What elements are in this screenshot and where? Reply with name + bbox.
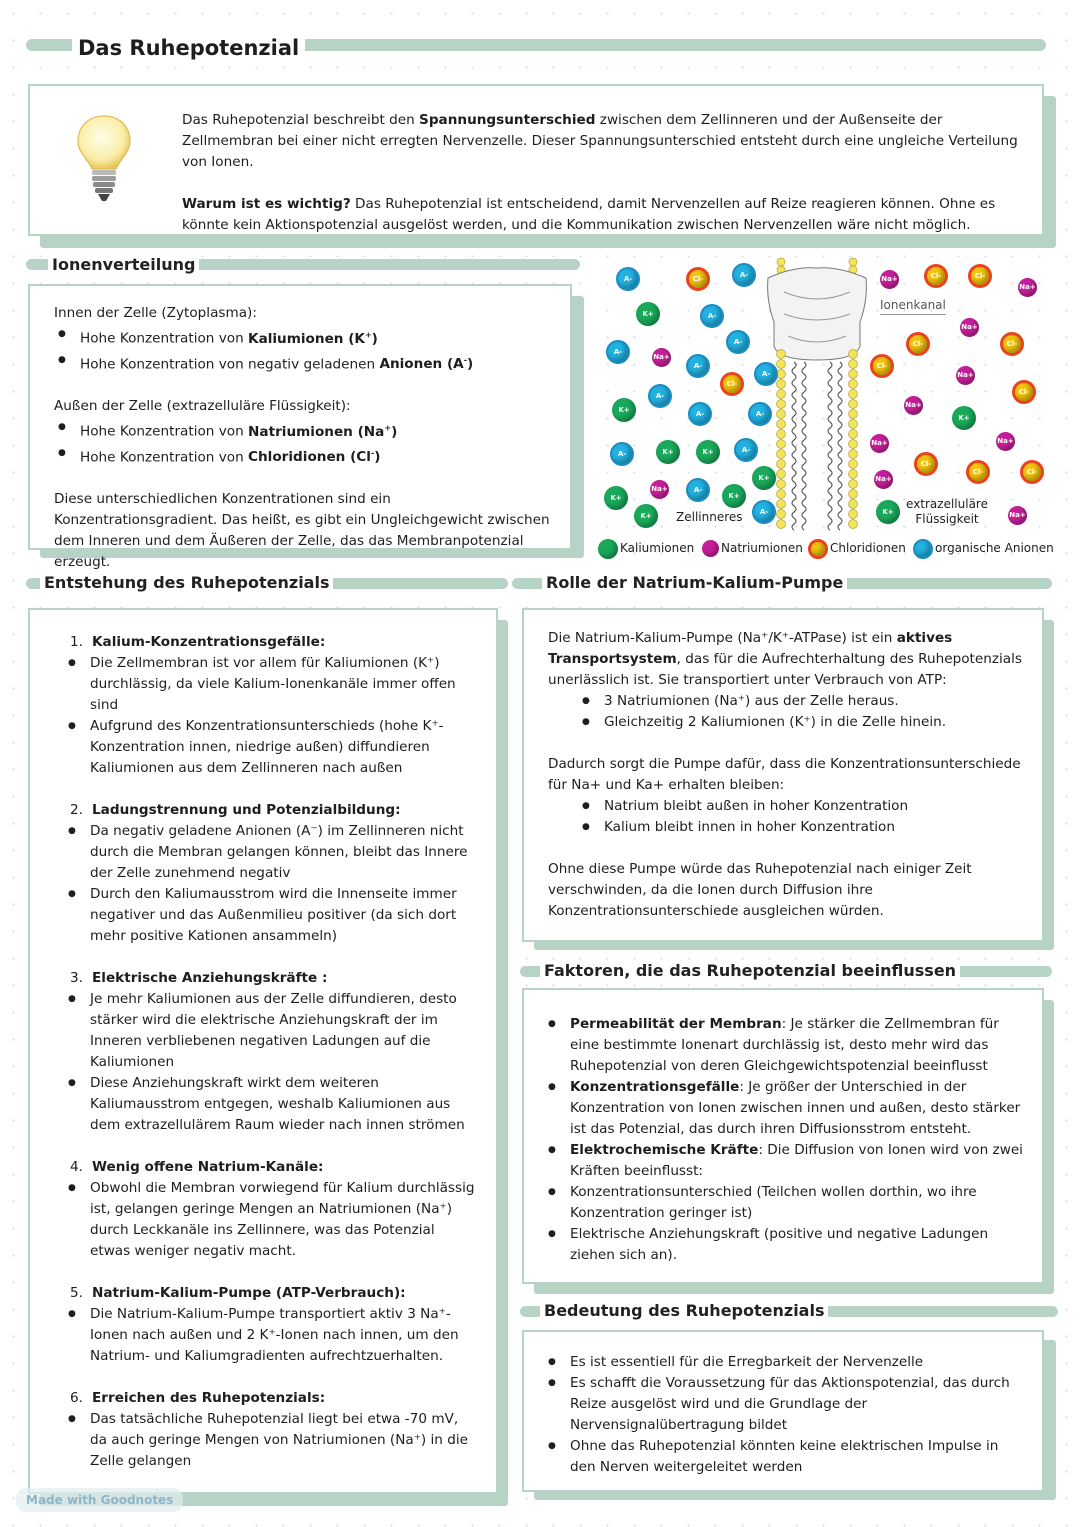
legend-natrium: Natriumionen: [702, 538, 803, 558]
list-item: ● Aufgrund des Konzentrationsunterschieds (hohe K⁺-Konzentration innen, niedrige außen) diffundieren Kaliumionen aus dem Zellinneren nach außen: [64, 716, 476, 779]
ion-anion: A-: [700, 304, 724, 328]
step-title: 1. Kalium-Konzentrationsgefälle:: [70, 634, 326, 650]
list-item: ● Ohne das Ruhepotenzial könnten keine elektrischen Impulse in den Nerven weitergeleitet werden: [544, 1436, 1026, 1478]
list-item: ● Elektrische Anziehungskraft (positive und negative Ladungen ziehen sich an).: [544, 1224, 1024, 1266]
ion-anion: A-: [732, 263, 756, 287]
ion-potassium: K+: [952, 406, 976, 430]
ion-sodium: Na+: [1008, 506, 1027, 525]
step-title: 3. Elektrische Anziehungskräfte :: [70, 970, 328, 986]
list-item: ● Elektrochemische Kräfte: Die Diffusion von Ionen wird von zwei Kräften beeinflusst:: [544, 1140, 1024, 1182]
ion-sodium: Na+: [870, 434, 889, 453]
list-item: ● Obwohl die Membran vorwiegend für Kalium durchlässig ist, gelangen geringe Mengen an Natriumionen (Na⁺) durch Leckkanäle ins Zellinnere, was das Potenzial etwas weniger negativ macht.: [64, 1178, 476, 1262]
entstehung-box: [28, 608, 498, 1494]
ion-chloride: Cl-: [914, 452, 938, 476]
lightbulb-icon: [74, 112, 134, 215]
list-item: ● Je mehr Kaliumionen aus der Zelle diffundieren, desto stärker wird die elektrische Anziehungskraft der im Inneren verbliebenen negativen Ladungen auf die Kaliumionen: [64, 989, 476, 1073]
list-item: ● Das tatsächliche Ruhepotenzial liegt bei etwa -70 mV, da auch geringe Mengen von Natriumionen (Na⁺) in die Zelle gelangen: [64, 1409, 476, 1472]
bedeutung-box: [522, 1330, 1044, 1492]
faktoren-text: [544, 1014, 1024, 1266]
ion-potassium: K+: [696, 440, 720, 464]
ion-potassium: K+: [636, 302, 660, 326]
list-item: ● Durch den Kaliumausstrom wird die Innenseite immer negativer und das Außenmilieu positiver (da sich dort mehr positive Kationen ansammeln): [64, 884, 476, 947]
list-item: ● Die Natrium-Kalium-Pumpe transportiert aktiv 3 Na⁺-Ionen nach außen und 2 K⁺-Ionen nach innen, um den Natrium- und Kaliumgradienten aufrechtzuerhalten.: [64, 1304, 476, 1367]
pumpe-heading: Rolle der Natrium-Kalium-Pumpe: [542, 572, 847, 594]
legend-kalium: Kaliumionen: [598, 538, 694, 559]
page-title: Das Ruhepotenzial: [72, 34, 305, 62]
ion-potassium: K+: [604, 486, 628, 510]
list-item: ● Die Zellmembran ist vor allem für Kaliumionen (K⁺) durchlässig, da viele Kalium-Ionenkanäle immer offen sind: [64, 653, 476, 716]
intro-box: [28, 84, 1044, 236]
ion-potassium: K+: [722, 484, 746, 508]
ion-anion: A-: [752, 500, 776, 524]
list-item: ● Konzentrationsunterschied (Teilchen wollen dorthin, wo ihre Konzentration geringer ist): [544, 1182, 1024, 1224]
step-title: 6. Erreichen des Ruhepotenzials:: [70, 1390, 326, 1406]
step-title: 5. Natrium-Kalium-Pumpe (ATP-Verbrauch):: [70, 1285, 406, 1301]
ion-potassium: K+: [752, 466, 776, 490]
faktoren-heading: Faktoren, die das Ruhepotenzial beeinflussen: [540, 960, 960, 982]
ionen-box: [28, 284, 572, 571]
list-item: ● 3 Natriumionen (Na⁺) aus der Zelle heraus.: [578, 691, 1022, 712]
list-item: ● Es ist essentiell für die Erregbarkeit der Nervenzelle: [544, 1352, 1026, 1373]
intro-text: Das Ruhepotenzial beschreibt den Spannungsunterschied zwischen dem Zellinneren und der Außenseite der Zellmembran bei einer nicht erregten Nervenzelle. Dieser Spannungsunterschied entsteht durch eine ungleiche Verteilung von Ionen. Warum ist es wichtig? Das Ruhepotenzial ist entscheidend, damit Nervenzellen auf Reize reagieren können. Ohne es könnte kein Aktionspotenzial ausgelöst werden, und die Kommunikation zwischen Nervenzellen wäre nicht möglich.: [182, 112, 1018, 233]
anion-swatch-icon: [913, 539, 933, 559]
list-item: ● Natrium bleibt außen in hoher Konzentration: [578, 796, 1022, 817]
potassium-swatch-icon: [598, 539, 618, 559]
ionenkanal-label: Ionenkanal: [880, 296, 946, 315]
ion-chloride: Cl-: [968, 264, 992, 288]
list-item: ● Hohe Konzentration von Natriumionen (Na+): [54, 417, 554, 443]
ion-anion: A-: [726, 330, 750, 354]
bedeutung-heading: Bedeutung des Ruhepotenzials: [540, 1300, 828, 1322]
ion-potassium: K+: [656, 440, 680, 464]
ion-sodium: Na+: [880, 270, 899, 289]
list-item: ● Hohe Konzentration von Chloridionen (Cl-): [54, 443, 554, 469]
faktoren-box: [522, 988, 1044, 1284]
ion-chloride: Cl-: [906, 332, 930, 356]
list-item: ● Konzentrationsgefälle: Je größer der Unterschied in der Konzentration von Ionen zwischen innen und außen, desto stärker ist das Potenzial, das durch ihren Diffusionsstrom entsteht.: [544, 1077, 1024, 1140]
step-title: 2. Ladungstrennung und Potenzialbildung:: [70, 802, 401, 818]
legend-chlorid: Chloridionen: [808, 538, 906, 559]
ion-potassium: K+: [634, 504, 658, 528]
ion-chloride: Cl-: [720, 372, 744, 396]
ionen-heading: Ionenverteilung: [48, 254, 199, 276]
list-item: ● Hohe Konzentration von Kaliumionen (K+): [54, 324, 554, 350]
entstehung-text: [64, 632, 476, 1472]
ion-chloride: Cl-: [870, 354, 894, 378]
ion-anion: A-: [610, 442, 634, 466]
ion-anion: A-: [686, 354, 710, 378]
ionen-text: Innen der Zelle (Zytoplasma): ● Hohe Konzentration von Kaliumionen (K+) ● Hohe Konzentration von negativ geladenen Anionen (A-) Außen der Zelle (extrazelluläre Flüssigkeit): ● Hohe Konzentration von Natriumionen (Na+) ● Hohe Konzentration von Chloridionen (Cl-) Diese unterschiedlichen Konzentrationen sind ein Konzentrationsgradient. Das heißt, es gibt ein Ungleichgewicht zwischen dem Inneren und dem Äußeren der Zelle, das das Membranpotenzial erzeugt.: [54, 303, 554, 573]
ion-anion: A-: [616, 267, 640, 291]
list-item: ● Gleichzeitig 2 Kaliumionen (K⁺) in die Zelle hinein.: [578, 712, 1022, 733]
ion-potassium: K+: [612, 398, 636, 422]
entstehung-heading: Entstehung des Ruhepotenzials: [40, 572, 333, 594]
ion-anion: A-: [686, 478, 710, 502]
list-item: ● Permeabilität der Membran: Je stärker die Zellmembran für eine bestimmte Ionenart durchlässig ist, desto mehr wird das Ruhepotenzial von deren Gleichgewichtspotenzial beeinflusst: [544, 1014, 1024, 1077]
ion-chloride: Cl-: [1020, 460, 1044, 484]
ion-sodium: Na+: [904, 396, 923, 415]
ion-anion: A-: [648, 384, 672, 408]
ion-anion: A-: [734, 438, 758, 462]
ion-sodium: Na+: [650, 480, 669, 499]
list-item: ● Diese Anziehungskraft wirkt dem weiteren Kaliumausstrom entgegen, weshalb Kaliumionen aus dem extrazellulärem Raum wieder nach innen strömen: [64, 1073, 476, 1136]
ion-chloride: Cl-: [1000, 332, 1024, 356]
sodium-swatch-icon: [702, 540, 719, 557]
ion-chloride: Cl-: [966, 460, 990, 484]
bedeutung-text: [544, 1352, 1026, 1478]
ion-anion: A-: [606, 340, 630, 364]
ion-potassium: K+: [876, 500, 900, 524]
ion-sodium: Na+: [874, 470, 893, 489]
step-title: 4. Wenig offene Natrium-Kanäle:: [70, 1159, 324, 1175]
ion-sodium: Na+: [996, 432, 1015, 451]
pumpe-text: Die Natrium-Kalium-Pumpe (Na⁺/K⁺-ATPase) ist ein aktives Transportsystem, das für die Aufrechterhaltung des Ruhepotenzials unerlässlich ist. Sie transportiert unter Verbrauch von ATP: ● 3 Natriumionen (Na⁺) aus der Zelle heraus. ● Gleichzeitig 2 Kaliumionen (K⁺) in die Zelle hinein. Dadurch sorgt die Pumpe dafür, dass die Konzentrationsunterschiede für Na+ und Ka+ erhalten bleiben: ● Natrium bleibt außen in hoher Konzentration ● Kalium bleibt innen in hoher Konzentration Ohne diese Pumpe würde das Ruhepotenzial nach einiger Zeit verschwinden, da die Ionen durch Diffusion ihre Konzentrationsunterschiede ausgleichen würden.: [548, 628, 1022, 922]
ion-anion: A-: [748, 402, 772, 426]
list-item: ● Es schafft die Voraussetzung für das Aktionspotenzial, das durch Reize ausgelöst wird und die Grundlage der Nervensignalübertragung bildet: [544, 1373, 1026, 1436]
pumpe-box: [522, 608, 1044, 942]
ion-anion: A-: [688, 402, 712, 426]
ion-sodium: Na+: [956, 366, 975, 385]
ion-sodium: Na+: [960, 318, 979, 337]
ion-anion: A-: [754, 362, 778, 386]
zellinneres-label: Zellinneres: [676, 510, 743, 524]
extrazellular-label: extrazelluläre Flüssigkeit: [906, 497, 988, 526]
list-item: ● Kalium bleibt innen in hoher Konzentration: [578, 817, 1022, 838]
ion-chloride: Cl-: [1012, 380, 1036, 404]
ion-sodium: Na+: [652, 348, 671, 367]
ion-sodium: Na+: [1018, 278, 1037, 297]
chloride-swatch-icon: [808, 539, 828, 559]
ion-diagram: [598, 256, 1058, 536]
goodnotes-watermark: Made with Goodnotes: [16, 1488, 183, 1512]
ion-chloride: Cl-: [686, 267, 710, 291]
legend-anionen: organische Anionen: [913, 538, 1054, 559]
ion-chloride: Cl-: [924, 264, 948, 288]
list-item: ● Hohe Konzentration von negativ geladenen Anionen (A-): [54, 350, 554, 376]
list-item: ● Da negativ geladene Anionen (A⁻) im Zellinneren nicht durch die Membran gelangen können, bleibt das Innere der Zelle zunehmend negativ: [64, 821, 476, 884]
